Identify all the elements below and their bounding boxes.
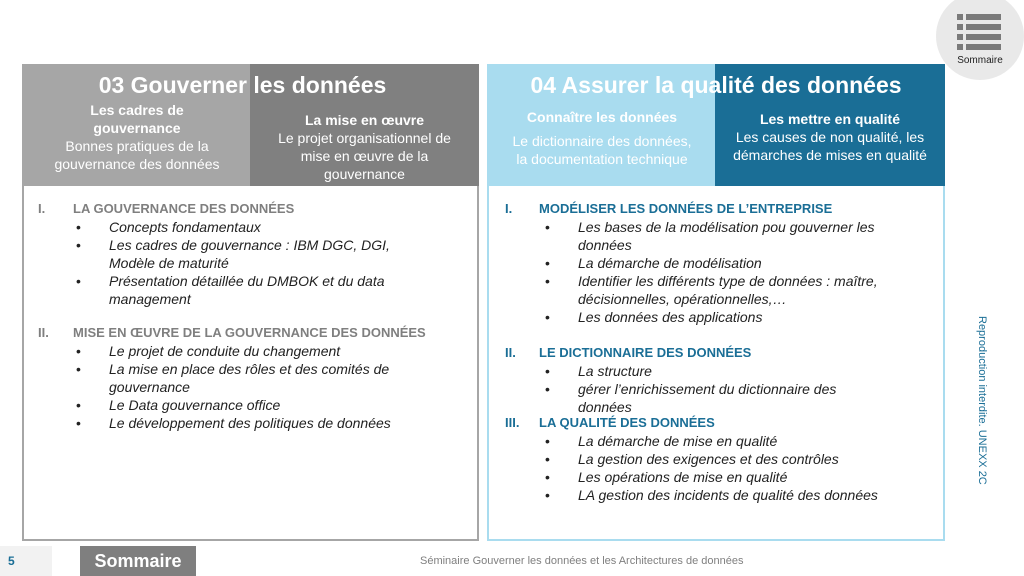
side-copyright: Reproduction interdite. UNEXX 2C <box>976 316 988 485</box>
right-column: 04 Assurer la qualité des données Connaître les données Le dictionnaire des données, la documentation technique Les mettre en qualité Les causes de non qualité, les démarches de mises en qualité I. MODÉLISER LES DONNÉES DE L’ENTREPRISE • Les bases de la modélisation pou gouverner les données • La démarche de modélisation • Identifier les différents type de données : maître, décisionnelles, opérationnelles,… • Les données des applications II. LE DICTIONNAIRE DES DONNÉES • La structure • gérer l’enrichissement du dictionnaire des données III. LA QUALITÉ DES DONNÉES • La démarche de mise en qualité • La gestion des exigences et des contrôles • Les opérations de mise en qualité • LA gestion des incidents de qualité des données <box>487 64 945 541</box>
right-subheader-b: Les mettre en qualité Les causes de non qualité, les démarches de mises en qualité <box>733 111 927 163</box>
sommaire-round-label[interactable]: Sommaire <box>957 55 1003 66</box>
sommaire-footer-button[interactable]: Sommaire <box>80 546 196 576</box>
list-icon[interactable] <box>957 14 1001 50</box>
left-column: 03 Gouverner les données Les cadres de gouvernance Bonnes pratiques de la gouvernance des données La mise en œuvre Le projet organisationnel de mise en œuvre de la gouvernance I. LA GOUVERNANCE DES DONNÉES • Concepts fondamentaux • Les cadres de gouvernance : IBM DGC, DGI, Modèle de maturité • Présentation détaillée du DMBOK et du data management II. MISE EN ŒUVRE DE LA GOUVERNANCE DES DONNÉES • Le projet de conduite du changement • La mise en place des rôles et des comités de gouvernance • Le Data gouvernance office • Le développement des politiques de données <box>22 64 479 541</box>
left-title: 03 Gouverner les données <box>98 72 387 98</box>
right-title: 04 Assurer la qualité des données <box>530 72 902 98</box>
left-subheader-a: Les cadres de gouvernance Bonnes pratiques de la gouvernance des données <box>54 102 220 172</box>
right-subheader-a: Connaître les données Le dictionnaire des données, la documentation technique <box>512 109 692 167</box>
page-number: 5 <box>0 546 52 576</box>
footer-caption: Séminaire Gouverner les données et les Architectures de données <box>420 555 744 567</box>
left-subheader-b: La mise en œuvre Le projet organisationnel de mise en œuvre de la gouvernance <box>278 112 451 182</box>
